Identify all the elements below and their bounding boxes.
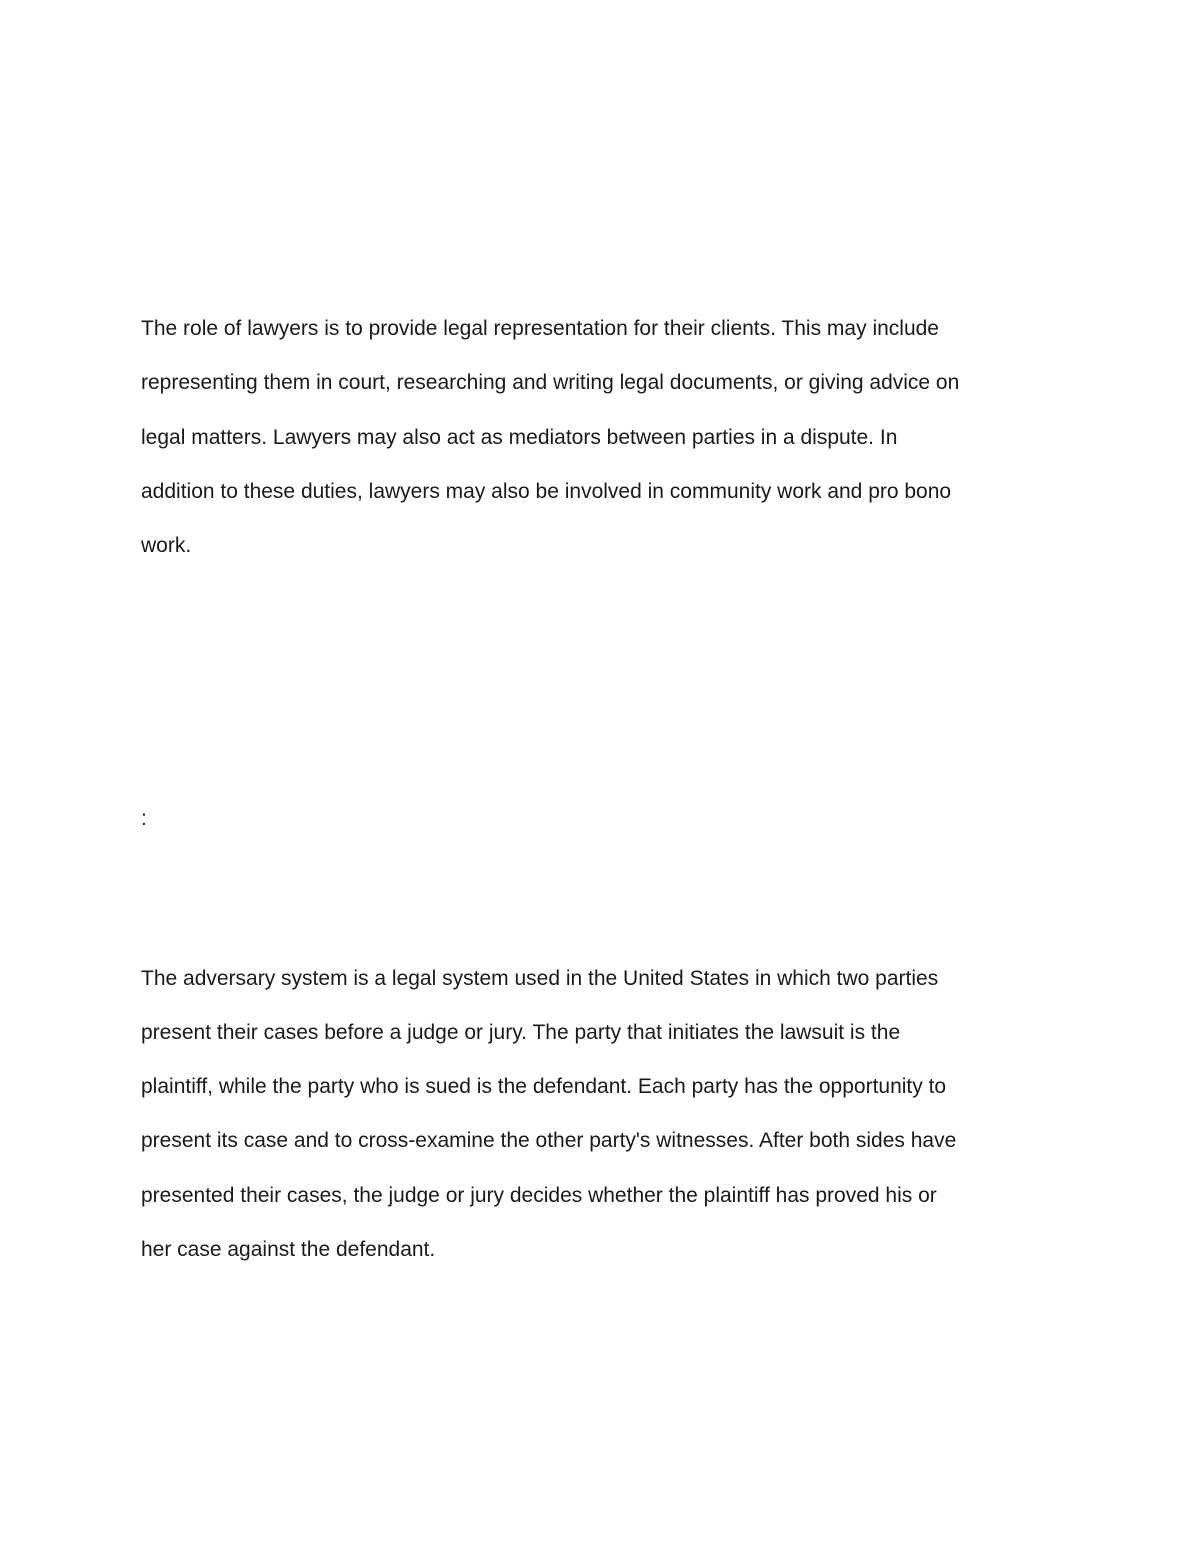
paragraph-2-line-2: present their cases before a judge or jury. The party that initiates the lawsuit is the	[141, 1021, 901, 1044]
paragraph-2-line-3: plaintiff, while the party who is sued is the defendant. Each party has the opportunity to	[141, 1075, 947, 1098]
paragraph-2-line-6: her case against the defendant.	[141, 1238, 436, 1261]
paragraph-1-line-4: addition to these duties, lawyers may also be involved in community work and pro bono	[141, 480, 952, 503]
paragraph-2-line-4: present its case and to cross-examine the other party's witnesses. After both sides have	[141, 1129, 957, 1152]
paragraph-2-line-1: The adversary system is a legal system used in the United States in which two parties	[141, 967, 939, 990]
paragraph-2-line-5: presented their cases, the judge or jury decides whether the plaintiff has proved his or	[141, 1184, 937, 1207]
paragraph-1-line-3: legal matters. Lawyers may also act as mediators between parties in a dispute. In	[141, 426, 898, 449]
paragraph-1-line-2: representing them in court, researching and writing legal documents, or giving advice on	[141, 371, 960, 394]
paragraph-1-line-1: The role of lawyers is to provide legal representation for their clients. This may include	[141, 317, 939, 340]
paragraph-1-line-5: work.	[141, 534, 192, 557]
separator-colon: :	[141, 807, 147, 830]
